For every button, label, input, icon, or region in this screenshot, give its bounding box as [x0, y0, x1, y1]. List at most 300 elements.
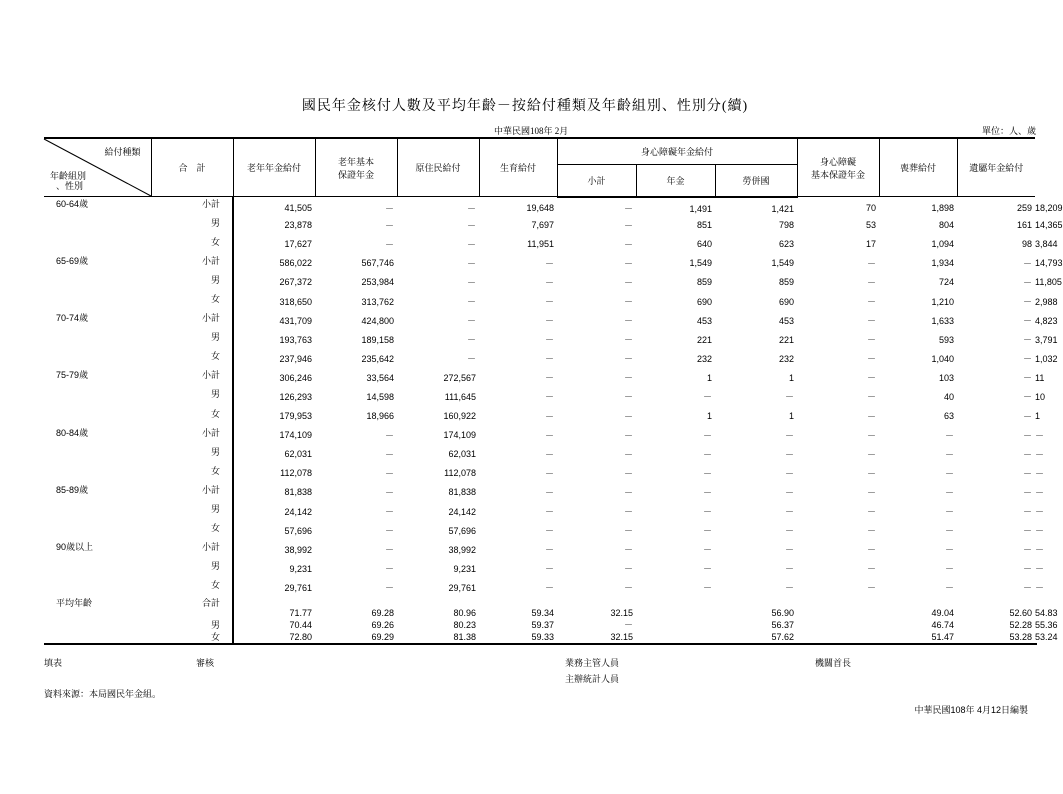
- table-row: [44, 540, 1037, 559]
- table-cell: 112,078: [444, 468, 476, 479]
- table-cell: －: [623, 354, 633, 365]
- sex-label: 女: [210, 236, 220, 247]
- table-cell: 17: [866, 239, 877, 250]
- sex-label: 小計: [201, 199, 220, 209]
- table-row: [44, 521, 1037, 540]
- table-cell: 235,642: [361, 353, 394, 364]
- table-cell: －: [1023, 316, 1033, 327]
- table-cell: 14,365: [1035, 220, 1063, 231]
- table-cell: 29,761: [448, 582, 476, 593]
- table-cell: 11,805: [1035, 277, 1062, 288]
- table-cell: 70: [866, 203, 877, 214]
- footer-reviewer: 審核: [196, 658, 215, 668]
- table-cell: －: [1023, 392, 1033, 403]
- age-group-label: 85-89歲: [56, 484, 89, 495]
- col-disability-subtotal: 小計: [557, 165, 636, 197]
- table-cell: －: [466, 239, 476, 250]
- table-cell: 7,697: [531, 220, 554, 231]
- table-cell: －: [384, 545, 394, 556]
- table-cell: －: [544, 411, 554, 422]
- table-cell: 72.80: [233, 631, 315, 644]
- table-cell: 1: [706, 411, 712, 422]
- table-cell: 160,922: [443, 411, 476, 422]
- table-cell: 313,762: [361, 296, 394, 307]
- table-cell: 179,953: [279, 411, 312, 422]
- table-cell: 1,549: [689, 258, 712, 269]
- table-cell: －: [1035, 449, 1045, 460]
- table-cell: －: [384, 239, 394, 250]
- table-cell: －: [1035, 564, 1045, 575]
- table-row: [44, 502, 1037, 521]
- table-cell: 53.24: [1035, 632, 1058, 643]
- table-cell: [636, 619, 715, 631]
- table-cell: 3,791: [1035, 334, 1058, 345]
- sex-label: 女: [210, 351, 220, 362]
- table-cell: －: [544, 373, 554, 384]
- table-cell: 1,898: [931, 203, 955, 214]
- table-cell: 237,946: [279, 353, 312, 364]
- table-cell: －: [945, 564, 955, 575]
- table-cell: －: [785, 507, 795, 518]
- row-stub: [44, 407, 233, 426]
- table-cell: 431,709: [279, 315, 312, 326]
- col-basic-guarantee: 老年基本 保證年金: [315, 138, 397, 197]
- table-row: [44, 387, 1037, 406]
- sex-label: 男: [210, 446, 220, 457]
- table-row: [44, 273, 1037, 292]
- table-cell: 52.60: [1009, 608, 1033, 619]
- footer-filler: 填表: [44, 658, 63, 668]
- table-cell: －: [1023, 354, 1033, 365]
- table-cell: 52.28: [1009, 620, 1033, 631]
- table-body: [44, 197, 1063, 598]
- table-cell: －: [867, 526, 877, 537]
- average-age-body: [44, 597, 1058, 644]
- table-cell: 69.28: [371, 608, 394, 619]
- table-cell: 593: [939, 334, 955, 345]
- table-cell: －: [466, 297, 476, 308]
- sex-label: 小計: [201, 542, 220, 553]
- row-stub: [44, 502, 233, 521]
- age-group-label: 90歲以上: [56, 542, 94, 553]
- table-cell: －: [1023, 545, 1033, 556]
- table-cell: －: [623, 507, 633, 518]
- sex-label: 男: [210, 389, 220, 400]
- corner-age-group: 年齡組別: [50, 171, 87, 181]
- table-cell: 56.90: [771, 608, 795, 619]
- row-stub: [44, 368, 233, 387]
- footer-supervisor: 業務主管人員: [565, 658, 620, 668]
- table-cell: －: [702, 526, 712, 537]
- sex-label: 小計: [201, 370, 220, 381]
- table-cell: 57,696: [284, 525, 312, 536]
- table-cell: 53.28: [957, 631, 1035, 644]
- table-cell: 10: [1035, 391, 1046, 402]
- table-cell: 57.62: [715, 631, 797, 644]
- table-cell: －: [623, 220, 633, 231]
- table-cell: －: [623, 449, 633, 460]
- col-indigenous: 原住民給付: [397, 138, 479, 197]
- table-cell: －: [945, 468, 955, 479]
- average-row: [44, 631, 1037, 644]
- table-cell: 3,844: [1035, 239, 1058, 250]
- sex-label: 合計: [201, 598, 220, 609]
- table-cell: 54.83: [1035, 608, 1058, 619]
- table-cell: 586,022: [279, 258, 312, 269]
- table-row: [44, 311, 1037, 330]
- sex-label: 女: [210, 632, 220, 643]
- table-cell: 1: [706, 372, 712, 383]
- table-cell: －: [466, 258, 476, 269]
- table-cell: 1,040: [931, 353, 955, 364]
- table-cell: －: [623, 239, 633, 250]
- table-cell: －: [544, 468, 554, 479]
- average-row: [44, 619, 1037, 631]
- table-cell: －: [1023, 507, 1033, 518]
- table-row: [44, 197, 1037, 216]
- sex-label: 男: [210, 561, 220, 572]
- table-cell: －: [1035, 430, 1045, 441]
- table-cell: 103: [939, 372, 955, 383]
- table-cell: 453: [696, 315, 712, 326]
- table-cell: 2,988: [1035, 296, 1058, 307]
- table-cell: 63: [944, 411, 955, 422]
- table-cell: －: [466, 354, 476, 365]
- table-cell: 189,158: [361, 334, 394, 345]
- row-stub: [44, 597, 233, 619]
- table-cell: －: [623, 468, 633, 479]
- table-cell: 11: [1035, 372, 1045, 383]
- table-cell: 80.23: [453, 620, 476, 631]
- table-cell: 51.47: [879, 631, 957, 644]
- table-cell: 424,800: [361, 315, 394, 326]
- row-stub: [44, 235, 233, 254]
- table-cell: －: [867, 392, 877, 403]
- table-cell: －: [702, 507, 712, 518]
- table-cell: 53: [866, 220, 877, 231]
- table-cell: －: [867, 449, 877, 460]
- table-cell: －: [623, 316, 633, 327]
- table-cell: －: [466, 316, 476, 327]
- table-cell: 221: [779, 334, 795, 345]
- table-cell: －: [1023, 487, 1033, 498]
- col-disability-pension: 年金: [636, 165, 715, 197]
- table-cell: －: [384, 487, 394, 498]
- table-row: [44, 426, 1037, 445]
- table-cell: －: [702, 564, 712, 575]
- table-cell: －: [945, 449, 955, 460]
- age-group-label: 65-69歲: [56, 255, 89, 266]
- table-cell: －: [945, 507, 955, 518]
- table-cell: －: [1023, 258, 1033, 269]
- table-cell: －: [702, 449, 712, 460]
- table-cell: －: [544, 487, 554, 498]
- table-cell: －: [544, 392, 554, 403]
- table-cell: 55.36: [1035, 620, 1058, 631]
- table-cell: －: [867, 411, 877, 422]
- sex-label: 小計: [201, 427, 220, 438]
- table-cell: －: [867, 468, 877, 479]
- row-stub: [44, 464, 233, 483]
- table-cell: －: [945, 430, 955, 441]
- row-stub: [44, 197, 233, 216]
- table-cell: －: [384, 507, 394, 518]
- row-stub: [44, 540, 233, 559]
- row-stub: [44, 349, 233, 368]
- table-cell: －: [623, 583, 633, 594]
- table-cell: －: [623, 373, 633, 384]
- table-cell: －: [785, 583, 795, 594]
- table-cell: [797, 619, 879, 631]
- table-cell: 29,761: [284, 582, 312, 593]
- table-row: [44, 368, 1037, 387]
- table-cell: －: [785, 468, 795, 479]
- table-cell: 193,763: [279, 334, 312, 345]
- table-cell: －: [1023, 373, 1033, 384]
- table-cell: －: [702, 545, 712, 556]
- table-cell: 1,934: [931, 258, 955, 269]
- table-cell: 1,210: [931, 296, 955, 307]
- table-cell: 38,992: [448, 544, 476, 555]
- sex-label: 男: [210, 504, 220, 514]
- row-stub: [44, 483, 233, 502]
- row-stub: [44, 311, 233, 330]
- table-cell: 453: [779, 315, 795, 326]
- table-cell: [636, 597, 715, 619]
- sex-label: 女: [210, 580, 220, 591]
- table-cell: 11,951: [527, 239, 554, 250]
- table-cell: －: [867, 507, 877, 518]
- table-cell: －: [867, 258, 877, 269]
- table-cell: 9,231: [453, 563, 476, 574]
- table-cell: 1,094: [931, 239, 955, 250]
- table-cell: －: [544, 335, 554, 346]
- table-cell: －: [1023, 526, 1033, 537]
- table-cell: －: [623, 430, 633, 441]
- table-cell: 851: [696, 220, 712, 231]
- table-cell: 623: [779, 239, 795, 250]
- table-cell: －: [623, 411, 633, 422]
- table-cell: －: [544, 583, 554, 594]
- table-cell: 4,823: [1035, 315, 1058, 326]
- table-cell: －: [384, 430, 394, 441]
- table-cell: －: [702, 487, 712, 498]
- table-cell: －: [785, 392, 795, 403]
- sex-label: 男: [210, 274, 220, 285]
- table-cell: －: [1023, 449, 1033, 460]
- table-cell: 56.37: [771, 620, 795, 631]
- table-cell: －: [544, 564, 554, 575]
- table-cell: 690: [696, 296, 712, 307]
- table-cell: 59.34: [531, 608, 554, 619]
- table-cell: 17,627: [284, 239, 312, 250]
- table-cell: 1,421: [771, 203, 795, 214]
- table-cell: －: [544, 354, 554, 365]
- table-cell: 318,650: [279, 296, 312, 307]
- row-stub: [44, 578, 233, 597]
- table-cell: －: [945, 526, 955, 537]
- average-row: [44, 597, 1037, 619]
- table-cell: 59.37: [531, 620, 554, 631]
- sex-label: 女: [210, 523, 220, 534]
- table-cell: －: [785, 449, 795, 460]
- table-cell: 69.29: [315, 631, 397, 644]
- row-stub: [44, 273, 233, 292]
- table-cell: －: [466, 220, 476, 231]
- col-maternity: 生育給付: [479, 138, 557, 197]
- table-cell: －: [1023, 468, 1033, 479]
- unit-label: 單位：人、歲: [981, 126, 1036, 136]
- table-cell: 126,293: [279, 391, 312, 402]
- table-cell: 41,505: [284, 203, 312, 214]
- table-cell: 859: [779, 277, 795, 288]
- table-cell: －: [1023, 297, 1033, 308]
- table-cell: －: [785, 487, 795, 498]
- table-cell: 1: [1035, 411, 1041, 422]
- table-cell: 1,549: [771, 258, 795, 269]
- header-corner: [44, 138, 151, 197]
- col-disability-basic: 身心障礙 基本保證年金: [797, 138, 879, 197]
- table-cell: －: [867, 545, 877, 556]
- table-cell: －: [702, 392, 712, 403]
- table-cell: －: [623, 545, 633, 556]
- table-cell: －: [945, 583, 955, 594]
- row-stub: [44, 445, 233, 464]
- age-group-label: 60-64歲: [56, 199, 89, 209]
- table-row: [44, 330, 1037, 349]
- table-cell: 112,078: [280, 468, 312, 479]
- table-cell: 174,109: [443, 430, 476, 441]
- sex-label: 男: [210, 332, 220, 343]
- table-cell: －: [623, 204, 633, 215]
- table-cell: 49.04: [931, 608, 955, 619]
- table-cell: 18,209: [1035, 203, 1063, 214]
- table-cell: [797, 631, 879, 644]
- table-cell: －: [384, 468, 394, 479]
- sex-label: 小計: [201, 484, 220, 495]
- table-cell: 111,645: [444, 391, 476, 402]
- table-cell: 32.15: [610, 608, 633, 619]
- table-cell: 724: [939, 277, 955, 288]
- row-stub: [44, 387, 233, 406]
- table-cell: 59.33: [479, 631, 557, 644]
- table-cell: －: [867, 316, 877, 327]
- table-cell: －: [702, 430, 712, 441]
- row-stub: [44, 216, 233, 235]
- footer-compiled-date: 中華民國108年 4月12日編製: [914, 705, 1028, 715]
- table-row: [44, 578, 1037, 597]
- table-cell: －: [867, 564, 877, 575]
- table-row: [44, 349, 1037, 368]
- table-cell: 232: [696, 353, 712, 364]
- table-cell: －: [623, 487, 633, 498]
- table-cell: 24,142: [284, 506, 312, 517]
- corner-payment-type: 給付種類: [104, 147, 141, 157]
- table-row: [44, 216, 1037, 235]
- table-cell: －: [544, 545, 554, 556]
- table-cell: 23,878: [284, 220, 312, 231]
- table-cell: －: [945, 545, 955, 556]
- table-cell: 1,633: [931, 315, 955, 326]
- table-cell: 70.44: [289, 620, 312, 631]
- table-cell: 267,372: [279, 277, 312, 288]
- table-row: [44, 445, 1037, 464]
- table-cell: －: [1035, 526, 1045, 537]
- table-row: [44, 559, 1037, 578]
- col-total: 合 計: [151, 138, 233, 197]
- row-stub: [44, 631, 233, 644]
- table-cell: －: [466, 203, 476, 214]
- table-cell: －: [384, 203, 394, 214]
- table-cell: －: [1023, 411, 1033, 422]
- col-disability-group: 身心障礙年金給付: [557, 138, 797, 165]
- table-cell: －: [623, 297, 633, 308]
- table-cell: －: [1035, 468, 1045, 479]
- table-cell: [797, 597, 879, 619]
- table-cell: －: [466, 277, 476, 288]
- table-cell: －: [623, 392, 633, 403]
- table-cell: －: [384, 583, 394, 594]
- table-cell: －: [466, 335, 476, 346]
- table-cell: 14,793: [1035, 258, 1063, 269]
- col-survivor: 遺屬年金給付: [957, 138, 1035, 197]
- table-cell: －: [867, 583, 877, 594]
- table-cell: 46.74: [931, 620, 955, 631]
- table-cell: －: [945, 487, 955, 498]
- table-cell: －: [544, 297, 554, 308]
- table-cell: 33,564: [366, 372, 394, 383]
- table-cell: 272,567: [443, 372, 476, 383]
- table-cell: 81,838: [284, 487, 312, 498]
- table-cell: －: [623, 620, 633, 631]
- table-cell: －: [702, 583, 712, 594]
- table-cell: 259: [1017, 203, 1033, 214]
- row-stub: [44, 619, 233, 631]
- table-cell: 1,032: [1035, 353, 1058, 364]
- age-group-label: 70-74歲: [56, 313, 89, 324]
- table-cell: 14,598: [366, 391, 394, 402]
- footer-source: 資料來源：本局國民年金組。: [44, 689, 162, 699]
- report-date: 中華民國108年 2月: [494, 126, 569, 136]
- table-cell: －: [785, 545, 795, 556]
- table-cell: －: [1023, 430, 1033, 441]
- footer-stat-officer: 主辦統計人員: [565, 674, 620, 684]
- corner-sex: 、性別: [56, 181, 84, 191]
- table-cell: 81.38: [397, 631, 479, 644]
- table-row: [44, 292, 1037, 311]
- table-cell: －: [544, 316, 554, 327]
- table-cell: －: [785, 430, 795, 441]
- sex-label: 女: [210, 293, 220, 304]
- sex-label: 女: [210, 465, 220, 476]
- row-stub: [44, 559, 233, 578]
- table-cell: －: [867, 373, 877, 384]
- table-cell: 306,246: [279, 372, 312, 383]
- sex-label: 女: [210, 408, 220, 419]
- statistics-table: [44, 137, 1063, 645]
- table-cell: －: [867, 277, 877, 288]
- report-title: 國民年金核付人數及平均年齡－按給付種類及年齡組別、性別分(續): [301, 99, 749, 114]
- table-cell: 1: [789, 411, 795, 422]
- table-cell: －: [785, 564, 795, 575]
- table-cell: 18,966: [366, 411, 394, 422]
- table-cell: 174,109: [279, 430, 312, 441]
- row-stub: [44, 330, 233, 349]
- table-cell: －: [623, 258, 633, 269]
- table-cell: 81,838: [448, 487, 476, 498]
- table-cell: －: [544, 258, 554, 269]
- table-cell: 71.77: [289, 608, 312, 619]
